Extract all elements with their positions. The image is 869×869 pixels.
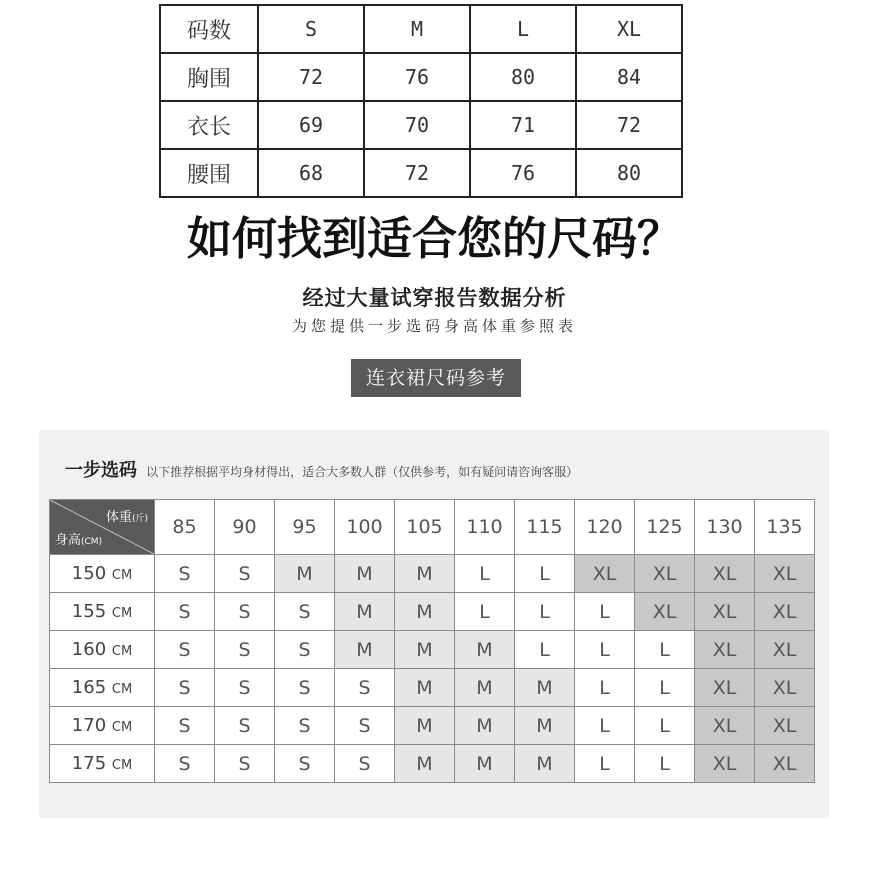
weight-header-cell: 135 [755, 500, 815, 555]
main-title: 如何找到适合您的尺码？ [186, 212, 682, 265]
measurement-row-waist [160, 149, 682, 197]
size-cell: S [215, 631, 275, 669]
size-cell: XL [695, 707, 755, 745]
size-chart-row [50, 631, 815, 669]
size-cell: XL [755, 669, 815, 707]
size-cell: S [275, 593, 335, 631]
size-cell: XL [575, 555, 635, 593]
size-cell: XL [755, 707, 815, 745]
measure-row-label: 腰围 [160, 149, 258, 197]
sub-title: 经过大量试穿报告数据分析 [302, 286, 567, 310]
sub-description: 为您提供一步选码身高体重参照表 [291, 317, 577, 335]
size-chart-row [50, 707, 815, 745]
size-chart-note: 以下推荐根据平均身材得出，适合大多数人群（仅供参考，如有疑问请咨询客服） [146, 465, 579, 479]
measure-cell: 80 [470, 53, 576, 101]
size-chart-row [50, 555, 815, 593]
height-unit: CM [111, 606, 133, 621]
height-unit: CM [111, 682, 133, 697]
size-chart-panel [39, 430, 829, 818]
size-cell: S [155, 593, 215, 631]
size-cell: XL [755, 593, 815, 631]
weight-axis-label: 体重(斤) [105, 510, 148, 525]
size-cell: S [275, 745, 335, 783]
size-cell: S [215, 745, 275, 783]
measure-cell: 80 [576, 149, 682, 197]
measure-cell: 84 [576, 53, 682, 101]
size-cell: S [155, 745, 215, 783]
height-unit: CM [111, 568, 133, 583]
measurement-row-chest [160, 53, 682, 101]
size-chart-heading [65, 456, 578, 482]
size-chart-row [50, 745, 815, 783]
size-chart-row [50, 669, 815, 707]
size-cell: L [515, 631, 575, 669]
weight-header-cell: 95 [275, 500, 335, 555]
size-cell: M [395, 631, 455, 669]
measure-header-cell: 码数 [160, 5, 258, 53]
weight-header-cell: 110 [455, 500, 515, 555]
size-cell: L [515, 593, 575, 631]
height-cell [50, 555, 155, 593]
height-axis-label: 身高(CM) [55, 533, 103, 548]
height-value: 165 [71, 677, 107, 698]
size-cell: XL [755, 631, 815, 669]
size-cell: L [575, 669, 635, 707]
size-cell: S [215, 669, 275, 707]
size-cell: S [155, 707, 215, 745]
height-cell [50, 745, 155, 783]
size-cell: L [515, 555, 575, 593]
height-unit: CM [111, 720, 133, 735]
height-cell [50, 669, 155, 707]
height-value: 175 [71, 753, 107, 774]
size-cell: L [635, 669, 695, 707]
size-cell: L [635, 707, 695, 745]
size-cell: M [395, 669, 455, 707]
size-cell: M [395, 555, 455, 593]
size-cell: S [275, 669, 335, 707]
measure-cell: 72 [364, 149, 470, 197]
height-value: 170 [71, 715, 107, 736]
size-cell: M [515, 669, 575, 707]
size-cell: M [515, 745, 575, 783]
measure-row-label: 胸围 [160, 53, 258, 101]
size-cell: S [155, 669, 215, 707]
height-unit: CM [111, 758, 133, 773]
weight-header-cell: 120 [575, 500, 635, 555]
size-cell: S [275, 631, 335, 669]
size-cell: L [635, 745, 695, 783]
measure-cell: 70 [364, 101, 470, 149]
measure-header-cell: S [258, 5, 364, 53]
weight-header-cell: 85 [155, 500, 215, 555]
height-value: 155 [71, 601, 107, 622]
size-reference-badge: 连衣裙尺码参考 [351, 359, 521, 397]
measure-cell: 72 [576, 101, 682, 149]
size-cell: L [575, 593, 635, 631]
size-cell: S [155, 631, 215, 669]
size-cell: S [275, 707, 335, 745]
size-cell: S [335, 707, 395, 745]
size-cell: M [395, 707, 455, 745]
size-cell: M [455, 669, 515, 707]
height-value: 160 [71, 639, 107, 660]
weight-header-cell: 115 [515, 500, 575, 555]
size-cell: XL [695, 631, 755, 669]
size-cell: XL [635, 593, 695, 631]
size-cell: XL [635, 555, 695, 593]
height-unit: CM [111, 644, 133, 659]
size-cell: M [335, 593, 395, 631]
size-cell: S [215, 593, 275, 631]
measure-cell: 76 [364, 53, 470, 101]
measure-row-label: 衣长 [160, 101, 258, 149]
measure-cell: 76 [470, 149, 576, 197]
size-cell: M [275, 555, 335, 593]
weight-header-cell: 90 [215, 500, 275, 555]
measure-header-cell: XL [576, 5, 682, 53]
height-cell [50, 593, 155, 631]
weight-header-cell: 130 [695, 500, 755, 555]
size-chart-header-row [50, 500, 815, 555]
size-cell: M [455, 745, 515, 783]
size-cell: S [215, 555, 275, 593]
height-cell [50, 631, 155, 669]
size-cell: S [215, 707, 275, 745]
measure-header-cell: L [470, 5, 576, 53]
size-cell: M [455, 707, 515, 745]
size-cell: XL [695, 669, 755, 707]
size-cell: M [395, 745, 455, 783]
size-cell: M [395, 593, 455, 631]
size-cell: L [455, 593, 515, 631]
size-cell: XL [755, 745, 815, 783]
size-chart-title: 一步选码 [65, 460, 137, 481]
size-cell: S [335, 745, 395, 783]
size-cell: S [155, 555, 215, 593]
measure-cell: 72 [258, 53, 364, 101]
weight-header-cell: 125 [635, 500, 695, 555]
size-cell: XL [695, 593, 755, 631]
measurement-header-row [160, 5, 682, 53]
measure-cell: 68 [258, 149, 364, 197]
size-cell: M [335, 555, 395, 593]
size-cell: XL [755, 555, 815, 593]
size-cell: M [335, 631, 395, 669]
measurement-table [159, 4, 683, 198]
size-chart-table [49, 499, 815, 783]
measurement-row-length [160, 101, 682, 149]
size-cell: XL [695, 745, 755, 783]
weight-header-cell: 105 [395, 500, 455, 555]
size-cell: L [575, 745, 635, 783]
weight-header-cell: 100 [335, 500, 395, 555]
height-cell [50, 707, 155, 745]
size-cell: L [635, 631, 695, 669]
measure-header-cell: M [364, 5, 470, 53]
size-cell: L [575, 631, 635, 669]
size-cell: L [575, 707, 635, 745]
size-cell: S [335, 669, 395, 707]
size-chart-row [50, 593, 815, 631]
size-cell: L [455, 555, 515, 593]
measure-cell: 69 [258, 101, 364, 149]
size-cell: XL [695, 555, 755, 593]
height-value: 150 [71, 563, 107, 584]
measure-cell: 71 [470, 101, 576, 149]
corner-header-cell [50, 500, 155, 555]
size-cell: M [515, 707, 575, 745]
size-cell: M [455, 631, 515, 669]
